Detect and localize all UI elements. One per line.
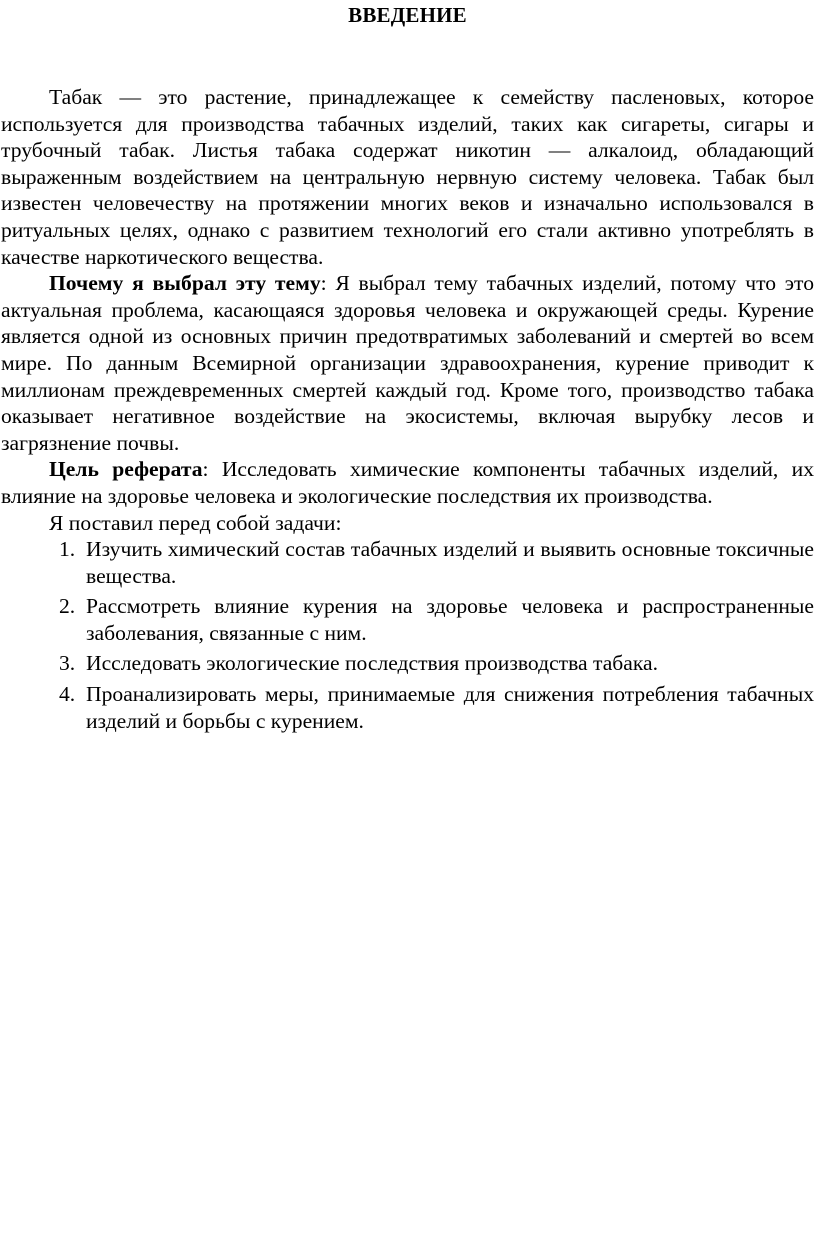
- tasks-list: [1, 536, 814, 734]
- goal-paragraph: [1, 456, 814, 509]
- intro-paragraph: Табак — это растение, принадлежащее к семейству пасленовых, которое используется для производства табачных изделий, таких как сигареты, сигары и трубочный табак. Листья табака содержат никотин — алкалоид, обладающий выраженным воздействием на центральную нервную систему человека. Табак был известен человечеству на протяжении многих веков и изначально использовался в ритуальных целях, однако с развитием технологий его стали активно употреблять в качестве наркотического вещества.: [1, 85, 814, 269]
- list-item-text: Изучить химический состав табачных изделий и выявить основные токсичные вещества.: [86, 537, 814, 588]
- list-item-number: 2.: [59, 594, 76, 619]
- goal-lead: Цель реферата: [49, 457, 203, 482]
- list-item-text: Рассмотреть влияние курения на здоровье человека и распространенные заболевания, связанные с ним.: [86, 594, 814, 645]
- list-item-number: 1.: [59, 537, 76, 562]
- goal-text: : Исследовать химические компоненты табачных изделий, их влияние на здоровье человека и экологические последствия их производства.: [1, 457, 814, 508]
- reason-text: : Я выбрал тему табачных изделий, потому что это актуальная проблема, касающаяся здоровья человека и окружающей среды. Курение является одной из основных причин предотвратимых заболеваний и смертей во всем мире. По данным Всемирной организации здравоохранения, курение приводит к миллионам преждевременных смертей каждый год. Кроме того, производство табака оказывает негативное воздействие на экосистемы, включая вырубку лесов и загрязнение почвы.: [1, 271, 815, 455]
- list-item-number: 4.: [59, 682, 76, 707]
- page-title: ВВЕДЕНИЕ: [348, 3, 467, 27]
- title-spacer: [1, 33, 814, 84]
- list-item-number: 3.: [59, 651, 76, 676]
- list-item: [1, 593, 814, 646]
- list-item: [1, 650, 814, 677]
- reason-lead: Почему я выбрал эту тему: [49, 271, 321, 296]
- list-item: [1, 681, 814, 734]
- list-item-text: Исследовать экологические последствия производства табака.: [86, 651, 659, 676]
- list-item-text: Проанализировать меры, принимаемые для снижения потребления табачных изделий и борьбы с курением.: [86, 682, 814, 733]
- tasks-intro: Я поставил перед собой задачи:: [49, 510, 342, 535]
- reason-paragraph: [1, 270, 814, 456]
- list-item: [1, 536, 814, 589]
